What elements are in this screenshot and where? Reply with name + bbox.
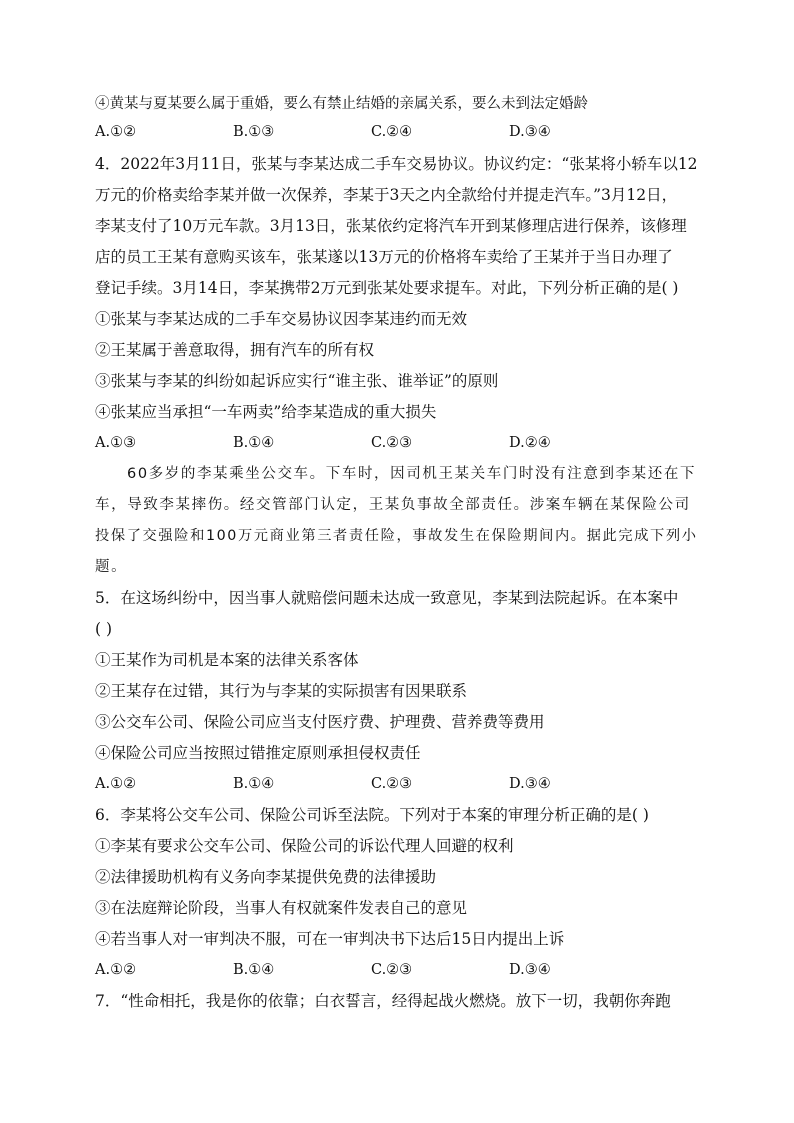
q3-statement-4: ④黄某与夏某要么属于重婚，要么有禁止结婚的亲属关系，要么未到法定婚龄 (95, 96, 588, 112)
q4-stem-line-2: 万元的价格卖给李某并做一次保养，李某于3天之内全款给付并提走汽车。”3月12日， (95, 186, 678, 204)
q3-option-a: A.①② (95, 124, 137, 140)
q4-option-a: A.①③ (95, 435, 137, 451)
q4-option-c: C.②③ (371, 435, 413, 451)
q5-statement-3: ③公交车公司、保险公司应当支付医疗费、护理费、营养费等费用 (95, 713, 545, 731)
q5-options (95, 774, 695, 794)
q3-options (95, 122, 695, 142)
q4-statement-3: ③张某与李某的纠纷如起诉应实行“谁主张、谁举证”的原则 (95, 372, 499, 390)
q5-option-a: A.①② (95, 776, 137, 792)
q3-option-d: D.③④ (509, 124, 551, 140)
q6-option-a: A.①② (95, 962, 137, 978)
q4-options (95, 433, 695, 453)
material-line-3: 投保了交强险和100万元商业第三者责任险，事故发生在保险期间内。据此完成下列小 (95, 528, 698, 544)
q4-stem-line-5: 登记手续。3月14日，李某携带2万元到张某处要求提车。对此，下列分析正确的是( ) (95, 279, 679, 297)
material-line-1: 60多岁的李某乘坐公交车。下车时，因司机王某关车门时没有注意到李某还在下 (127, 466, 697, 482)
q4-stem-line-4: 店的员工王某有意购买该车，张某遂以13万元的价格将车卖给了王某并于当日办理了 (95, 248, 673, 266)
q4-statement-2: ②王某属于善意取得，拥有汽车的所有权 (95, 341, 375, 359)
q3-option-c: C.②④ (371, 124, 413, 140)
material-line-2: 车，导致李某摔伤。经交管部门认定，王某负事故全部责任。涉案车辆在某保险公司 (95, 497, 691, 513)
q5-statement-4: ④保险公司应当按照过错推定原则承担侵权责任 (95, 744, 421, 762)
q5-stem-line-2: ( ) (95, 620, 113, 638)
q6-statement-3: ③在法庭辩论阶段，当事人有权就案件发表自己的意见 (95, 899, 468, 917)
q5-statement-2: ②王某存在过错，其行为与李某的实际损害有因果联系 (95, 682, 468, 700)
material-line-4: 题。 (95, 559, 128, 575)
q6-stem-line-1: 6．李某将公交车公司、保险公司诉至法院。下列对于本案的审理分析正确的是( ) (95, 806, 649, 824)
q7-stem-line-1: 7．“性命相托，我是你的依靠；白衣誓言，经得起战火燃烧。放下一切，我朝你奔跑 (95, 992, 671, 1010)
q4-option-b: B.①④ (233, 435, 275, 451)
q3-option-b: B.①③ (233, 124, 275, 140)
q4-option-d: D.②④ (509, 435, 551, 451)
q6-statement-1: ①李某有要求公交车公司、保险公司的诉讼代理人回避的权利 (95, 837, 514, 855)
q6-option-b: B.①④ (233, 962, 275, 978)
q4-stem-line-3: 李某支付了10万元车款。3月13日，张某依约定将汽车开到某修理店进行保养，该修理 (95, 217, 687, 235)
q6-option-d: D.③④ (509, 962, 551, 978)
q5-option-d: D.③④ (509, 776, 551, 792)
q5-option-b: B.①④ (233, 776, 275, 792)
q6-options (95, 960, 695, 980)
q4-statement-1: ①张某与李某达成的二手车交易协议因李某违约而无效 (95, 310, 468, 328)
q4-stem-line-1: 4．2022年3月11日，张某与李某达成二手车交易协议。协议约定：“张某将小轿车以12 (95, 155, 698, 173)
q6-statement-2: ②法律援助机构有义务向李某提供免费的法律援助 (95, 868, 437, 886)
q6-statement-4: ④若当事人对一审判决不服，可在一审判决书下达后15日内提出上诉 (95, 930, 565, 948)
q4-statement-4: ④张某应当承担“一车两卖”给李某造成的重大损失 (95, 403, 437, 421)
q6-option-c: C.②③ (371, 962, 413, 978)
q5-stem-line-1: 5．在这场纠纷中，因当事人就赔偿问题未达成一致意见，李某到法院起诉。在本案中 (95, 589, 679, 607)
q5-option-c: C.②③ (371, 776, 413, 792)
q5-statement-1: ①王某作为司机是本案的法律关系客体 (95, 651, 359, 669)
